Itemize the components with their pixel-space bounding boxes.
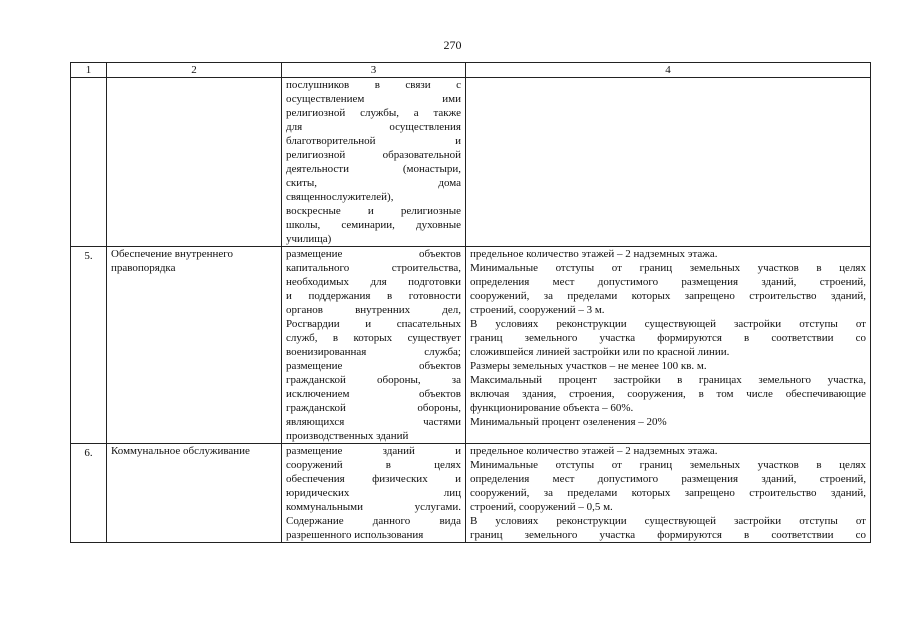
parameter-line: строений, сооружений – 3 м. <box>470 304 605 316</box>
parameter-line: функционирование объекта – 60%. <box>470 402 634 414</box>
description-line: религиозной службы, а также <box>286 107 461 119</box>
row-number: 5. <box>71 247 107 444</box>
parameter-line: сооружений, за пределами которых запрещено строительство зданий, <box>470 290 866 302</box>
land-use-name: Коммунальное обслуживание <box>107 444 282 543</box>
description-line: являющихся частями <box>286 416 461 428</box>
parameter-line: сложившейся линией застройки или по красной линии. <box>470 346 730 358</box>
construction-parameters <box>466 78 871 247</box>
description-line: служб, в которых существует <box>286 332 461 344</box>
description-line: военизированная служба; <box>286 346 461 358</box>
table-row <box>71 78 871 247</box>
description-line: размещение зданий и <box>286 445 461 457</box>
description-line: деятельности (монастыри, <box>286 163 461 175</box>
description-line: разрешенного использования <box>286 529 424 541</box>
parameter-line: предельное количество этажей – 2 надземных этажа. <box>470 248 718 260</box>
description-line: размещение объектов <box>286 248 461 260</box>
land-use-description <box>282 247 466 444</box>
description-line: юридических лиц <box>286 487 461 499</box>
description-line: капитального строительства, <box>286 262 461 274</box>
description-line: Росгвардии и спасательных <box>286 318 461 330</box>
description-line: религиозной образовательной <box>286 149 461 161</box>
header-col-4: 4 <box>466 63 871 78</box>
parameter-line: сооружений, за пределами которых запрещено строительство зданий, <box>470 487 866 499</box>
header-col-2: 2 <box>107 63 282 78</box>
land-use-name: Обеспечение внутреннего правопорядка <box>107 247 282 444</box>
description-line: и поддержания в готовности <box>286 290 461 302</box>
row-number <box>71 78 107 247</box>
land-use-description <box>282 444 466 543</box>
description-line: исключением объектов <box>286 388 461 400</box>
description-line: размещение объектов <box>286 360 461 372</box>
description-line: школы, семинарии, духовные <box>286 219 461 231</box>
description-line: священнослужителей), <box>286 191 394 203</box>
description-line: воскресные и религиозные <box>286 205 461 217</box>
parameter-line: В условиях реконструкции существующей застройки отступы от <box>470 318 866 330</box>
header-col-1: 1 <box>71 63 107 78</box>
page-number: 270 <box>443 38 462 52</box>
description-line: гражданской обороны, <box>286 402 461 414</box>
parameter-line: Размеры земельных участков – не менее 100 кв. м. <box>470 360 707 372</box>
parameter-line: определения мест допустимого размещения зданий, строений, <box>470 473 866 485</box>
description-line: органов внутренних дел, <box>286 304 461 316</box>
description-line: скиты, дома <box>286 177 461 189</box>
description-line: гражданской обороны, за <box>286 374 461 386</box>
table-row <box>71 247 871 444</box>
land-use-description <box>282 78 466 247</box>
table-row <box>71 444 871 543</box>
parameter-line: Максимальный процент застройки в границах земельного участка, <box>470 374 866 386</box>
description-line: необходимых для подготовки <box>286 276 461 288</box>
description-line: Содержание данного вида <box>286 515 461 527</box>
description-line: благотворительной и <box>286 135 461 147</box>
parameter-line: границ земельного участка формируются в соответствии со <box>470 332 866 344</box>
parameter-line: Минимальные отступы от границ земельных участков в целях <box>470 459 866 471</box>
description-line: осуществлением ими <box>286 93 461 105</box>
parameter-line: включая здания, строения, сооружения, в том числе обеспечивающие <box>470 388 866 400</box>
description-line: обеспечения физических и <box>286 473 461 485</box>
description-line: производственных зданий <box>286 430 409 442</box>
description-line: училища) <box>286 233 332 245</box>
construction-parameters <box>466 247 871 444</box>
land-use-name <box>107 78 282 247</box>
row-number: 6. <box>71 444 107 543</box>
parameter-line: предельное количество этажей – 2 надземных этажа. <box>470 445 718 457</box>
parameter-line: В условиях реконструкции существующей застройки отступы от <box>470 515 866 527</box>
description-line: сооружений в целях <box>286 459 461 471</box>
parameter-line: Минимальный процент озеленения – 20% <box>470 416 667 428</box>
construction-parameters <box>466 444 871 543</box>
parameter-line: определения мест допустимого размещения зданий, строений, <box>470 276 866 288</box>
description-line: для осуществления <box>286 121 461 133</box>
description-line: коммунальными услугами. <box>286 501 461 513</box>
parameter-line: строений, сооружений – 0,5 м. <box>470 501 613 513</box>
parameter-line: Минимальные отступы от границ земельных участков в целях <box>470 262 866 274</box>
header-col-3: 3 <box>282 63 466 78</box>
table-header-row <box>71 63 871 78</box>
regulations-table <box>70 62 871 543</box>
parameter-line: границ земельного участка формируются в соответствии со <box>470 529 866 541</box>
description-line: послушников в связи с <box>286 79 461 91</box>
